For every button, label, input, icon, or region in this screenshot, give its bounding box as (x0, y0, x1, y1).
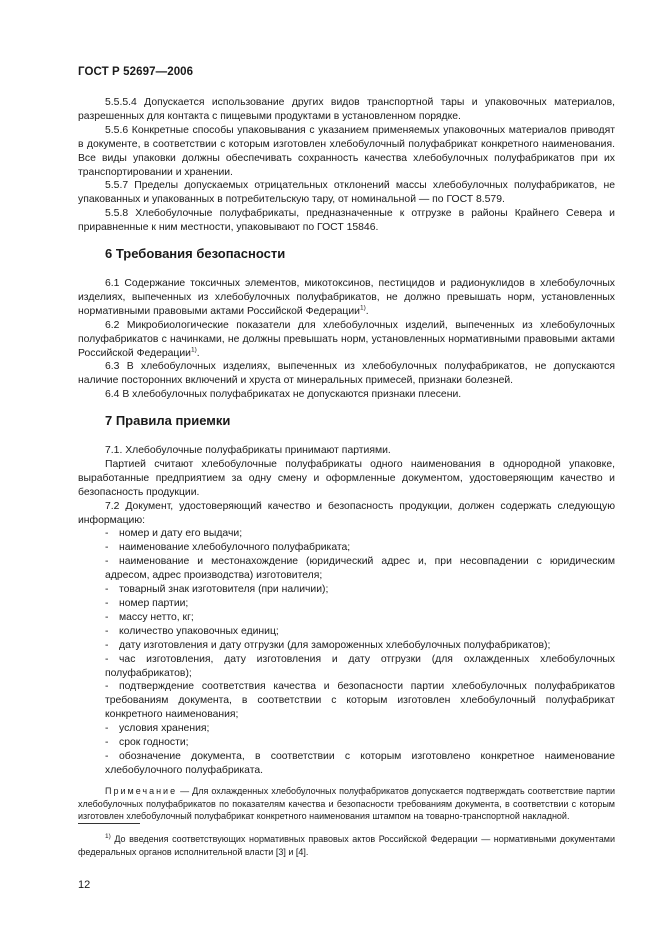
note-text: — Для охлажденных хлебобулочных полуфабрикатов допускается подтверждать соответствие партии хлебобулочных полуфабрикатов по показателям качества и безопасности требованиям документа, в соответствии с которым изготовлен хлебобулочный полуфабрикат конкретного наименования штампом на товарно-транспортной накладной. (78, 785, 615, 822)
page-body (78, 96, 615, 823)
section-6-heading: 6 Требования безопасности (105, 246, 286, 262)
dash-marker: - (105, 653, 109, 665)
dash-marker: - (105, 723, 109, 735)
list-item-text: номер и дату его выдачи; (119, 528, 243, 540)
list-item-text: обозначение документа, в соответствии с которым изготовлено конкретное наименование хлебобулочного полуфабриката. (105, 750, 615, 776)
footnote-separator (78, 823, 140, 824)
paragraph-5-5-5-4: 5.5.5.4 Допускается использование других видов транспортной тары и упаковочных материалов, разрешенных для контакта с пищевыми продуктами в установленном порядке. (78, 97, 615, 122)
list-item-text: условия хранения; (119, 723, 210, 735)
footnote-text: До введения соответствующих нормативных правовых актов Российской Федерации — нормативными документами федеральных органов исполнительной власти [3] и [4]. (78, 834, 615, 857)
list-item (78, 653, 615, 681)
list-item-text: товарный знак изготовителя (при наличии); (119, 584, 329, 596)
list-item-text: номер партии; (119, 598, 189, 609)
note (78, 785, 615, 823)
note-label: Примечание (105, 785, 178, 796)
paragraph-5-5-8: 5.5.8 Хлебобулочные полуфабрикаты, предназначенные к отгрузке в районы Крайнего Севера и приравненные к ним местности, упаковывают по ГОСТ 15846. (78, 208, 615, 234)
paragraph-6-2-text: 6.2 Микробиологические показатели для хлебобулочных изделий, выпеченных из хлебобулочных полуфабрикатов с начинками, не должны превышать норм, установленных нормативными правовыми актами Российской Федерации (78, 319, 615, 359)
list-item (78, 527, 615, 541)
dash-marker: - (105, 681, 109, 693)
list-item (78, 555, 615, 583)
dash-marker: - (105, 542, 109, 554)
dash-marker: - (105, 737, 109, 749)
list-item-text: наименование и местонахождение (юридический адрес и, при несовпадении с юридическим адресом, адрес производства) изготовителя; (105, 556, 615, 582)
footnote-ref-2: 1) (191, 346, 197, 354)
list-item-text: подтверждение соответствия качества и безопасности партии хлебобулочных полуфабрикатов требованиям документа, в соответствии с которым изготовлен хлебобулочный полуфабрикат конкретного наименования; (105, 681, 615, 721)
dash-marker: - (105, 598, 109, 609)
dash-marker: - (105, 556, 109, 568)
dash-marker: - (105, 584, 109, 596)
list-item (78, 583, 615, 597)
list-item-text: срок годности; (119, 737, 189, 749)
paragraph-5-5-7: 5.5.7 Пределы допускаемых отрицательных отклонений массы хлебобулочных полуфабрикатов, не упакованных и упакованных в потребительскую тару, от номинальной — по ГОСТ 8.579. (78, 180, 615, 206)
footnote-mark: 1) (105, 833, 111, 840)
paragraph-7-1-party: Партией считают хлебобулочные полуфабрикаты одного наименования в однородной упаковке, выработанные предприятием за одну смену и оформленные документом, удостоверяющим качество и безопасность продукции. (78, 458, 615, 498)
list-item-text: массу нетто, кг; (119, 611, 194, 623)
list-item (78, 722, 615, 736)
dash-marker: - (105, 639, 109, 651)
info-list (78, 527, 615, 777)
list-item-text: дату изготовления и дату отгрузки (для замороженных хлебобулочных полуфабрикатов); (119, 639, 551, 651)
list-item-text: наименование хлебобулочного полуфабриката; (119, 542, 351, 554)
paragraph-6-3: 6.3 В хлебобулочных изделиях, выпеченных из хлебобулочных полуфабрикатов, не допускаются наличие посторонних включений и хруста от минеральных примесей, признаки болезней. (78, 361, 615, 387)
paragraph-6-2: 6.2 Микробиологические показатели для хлебобулочных изделий, выпеченных из хлебобулочных полуфабрикатов с начинками, не должны превышать норм, установленных нормативными правовыми актами Российской Федерации$^{1)}$. (78, 319, 615, 359)
dash-marker: - (105, 625, 109, 637)
paragraph-5-5-6: 5.5.6 Конкретные способы упаковывания с указанием применяемых упаковочных материалов приводят в документе, в соответствии с которым изготовлен хлебобулочный полуфабрикат конкретного наименования. Все виды упаковки должны обеспечивать сохранность качества хлебобулочных полуфабрикатов при их транспортировании и хранении. (78, 124, 615, 178)
section-7-heading: 7 Правила приемки (105, 413, 231, 429)
list-item (78, 736, 615, 750)
list-item-text: количество упаковочных единиц; (119, 625, 279, 637)
list-item (78, 750, 615, 778)
list-item (78, 611, 615, 625)
document-header: ГОСТ Р 52697—2006 (78, 66, 194, 78)
list-item (78, 541, 615, 555)
paragraph-6-1-text: 6.1 Содержание токсичных элементов, микотоксинов, пестицидов и радионуклидов в хлебобулочных изделиях, выпеченных из хлебобулочных полуфабрикатов, не должно превышать норм, установленных нормативными правовыми актами Российской Федерации (78, 277, 615, 317)
dash-marker: - (105, 611, 109, 623)
paragraph-6-4: 6.4 В хлебобулочных полуфабрикатах не допускаются признаки плесени. (105, 389, 462, 401)
paragraph-6-1: 6.1 Содержание токсичных элементов, микотоксинов, пестицидов и радионуклидов в хлебобулочных изделиях, выпеченных из хлебобулочных полуфабрикатов, не должно превышать норм, установленных нормативными правовыми актами Российской Федерации$^{1)}$. (78, 277, 615, 317)
list-item (78, 597, 615, 611)
dash-marker: - (105, 528, 109, 540)
list-item (78, 639, 615, 653)
list-item (78, 625, 615, 639)
footnote-ref-1: 1) (360, 304, 366, 312)
paragraph-7-1: 7.1. Хлебобулочные полуфабрикаты принимают партиями. (105, 445, 391, 457)
footnote (78, 833, 615, 859)
list-item-text: час изготовления, дату изготовления и дату отгрузки (для охлажденных хлебобулочных полуфабрикатов); (105, 653, 615, 679)
paragraph-7-2: 7.2 Документ, удостоверяющий качество и безопасность продукции, должен содержать следующую информацию: (78, 500, 615, 526)
list-item (78, 680, 615, 722)
page-number: 12 (78, 879, 91, 891)
dash-marker: - (105, 750, 109, 762)
